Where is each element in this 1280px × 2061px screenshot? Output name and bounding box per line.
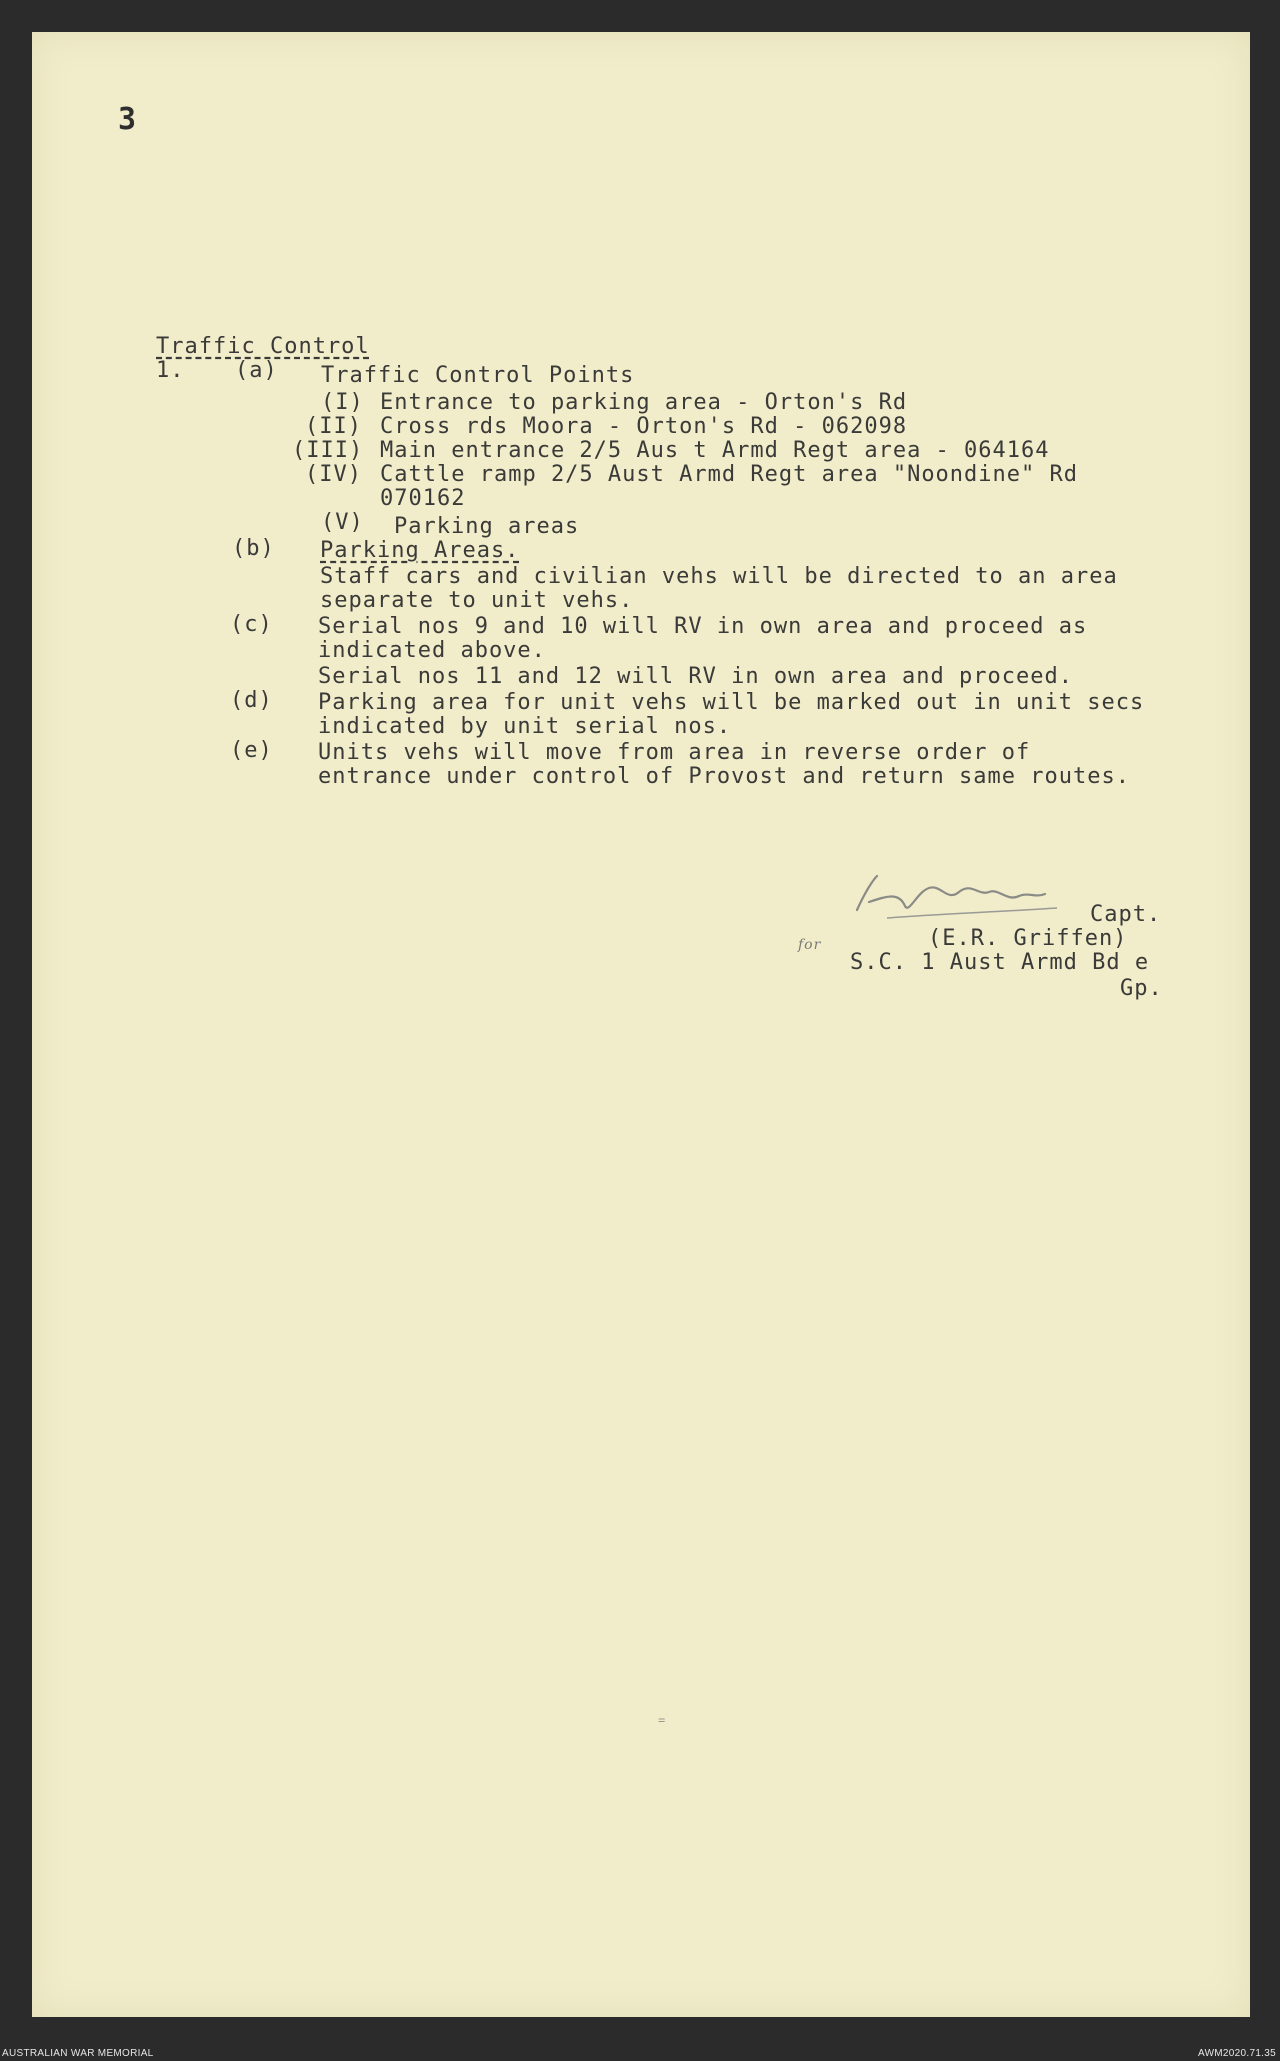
footer-right-caption: AWM2020.71.35 [1197,2048,1276,2059]
section-e-line-1: Units vehs will move from area in reverse order of [318,740,1031,765]
section-c-label: (c) [230,612,273,637]
item-number: 1. [156,358,185,383]
point-2-num: (II) [305,414,362,439]
paper-speck: = [658,1713,667,1727]
section-a-title: Traffic Control Points [321,363,635,388]
section-a-label: (a) [235,358,278,383]
point-4-text-cont: 070162 [380,486,466,511]
page-number-mark: 3 [118,102,137,137]
point-1-text: Entrance to parking area - Orton's Rd [380,390,908,415]
footer-left-caption: AUSTRALIAN WAR MEMORIAL [2,2048,154,2059]
point-4-text: Cattle ramp 2/5 Aust Armd Regt area "Noondine" Rd [380,462,1079,487]
handwritten-signature [847,862,1077,932]
point-2-text: Cross rds Moora - Orton's Rd - 062098 [380,414,908,439]
point-4-num: (IV) [305,462,362,487]
signature-for-note: for [798,937,822,953]
point-5-num: (V) [321,510,364,535]
section-b-line-1: Staff cars and civilian vehs will be directed to an area [320,564,1118,589]
heading: Traffic Control [156,334,370,359]
section-b-line-2: separate to unit vehs. [320,588,634,613]
section-e-line-2: entrance under control of Provost and return same routes. [318,764,1130,789]
signature-name: (E.R. Griffen) [928,926,1128,951]
section-b-title: Parking Areas. [320,538,520,563]
point-5-text: Parking areas [394,514,580,539]
document-page [32,32,1250,2017]
section-c-line-3: Serial nos 11 and 12 will RV in own area and proceed. [318,664,1073,689]
section-c-line-1: Serial nos 9 and 10 will RV in own area and proceed as [318,614,1088,639]
section-e-label: (e) [230,738,273,763]
section-b-label: (b) [232,536,275,561]
section-d-line-2: indicated by unit serial nos. [318,714,732,739]
signature-rank: Capt. [1090,902,1162,927]
section-d-label: (d) [230,688,273,713]
point-1-num: (I) [321,390,364,415]
point-3-num: (III) [292,438,364,463]
signature-appointment: S.C. 1 Aust Armd Bd e [850,950,1150,975]
signature-appointment-2: Gp. [1120,976,1163,1001]
point-3-text: Main entrance 2/5 Aus t Armd Regt area - 064164 [380,438,1050,463]
section-c-line-2: indicated above. [318,638,546,663]
section-d-line-1: Parking area for unit vehs will be marked out in unit secs [318,690,1145,715]
